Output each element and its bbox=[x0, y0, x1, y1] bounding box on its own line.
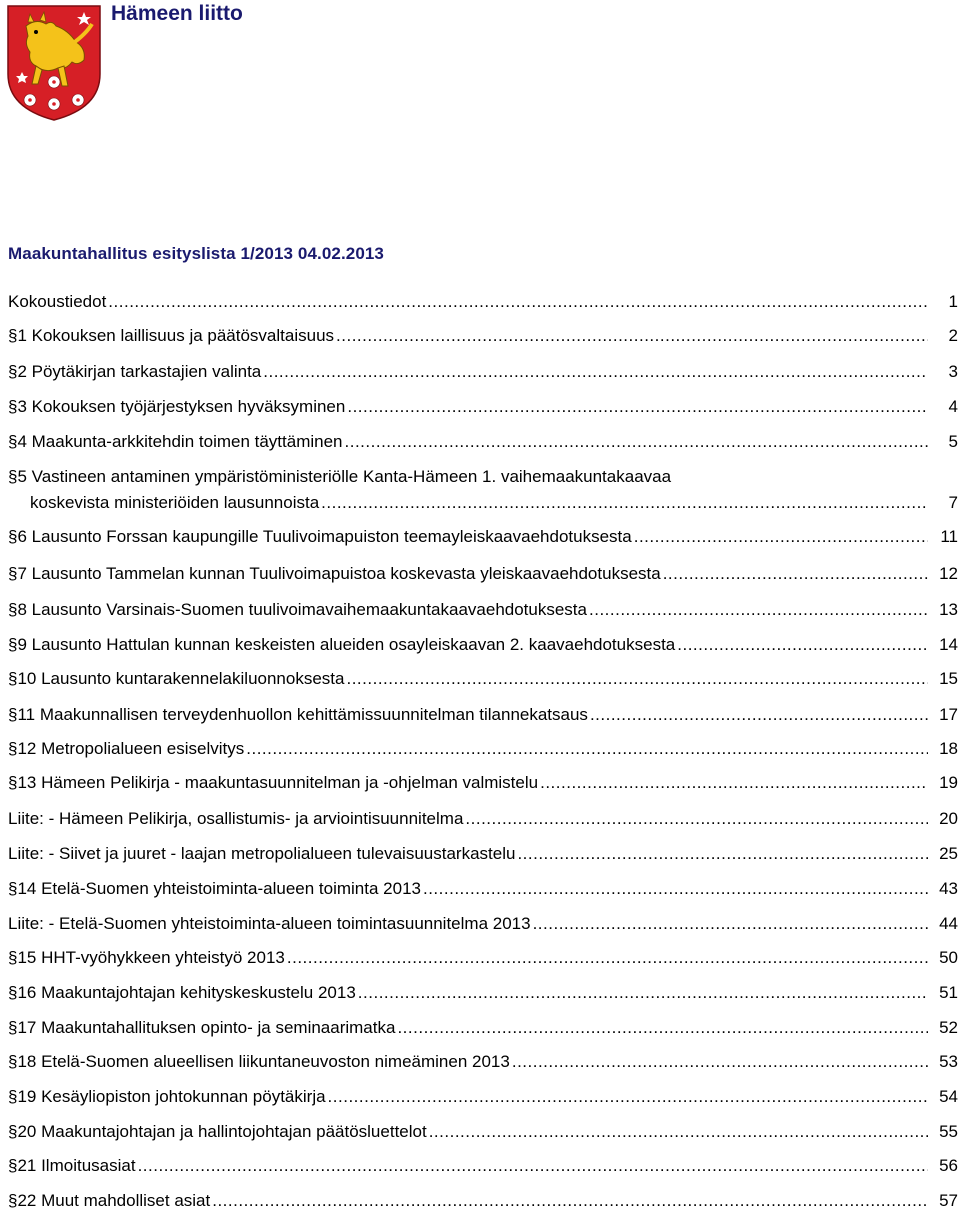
toc-page-number: 52 bbox=[939, 1018, 958, 1037]
toc-entry[interactable] bbox=[8, 1122, 958, 1152]
toc-entry[interactable] bbox=[8, 809, 958, 839]
dot-leader bbox=[677, 635, 928, 655]
dot-leader bbox=[246, 739, 928, 759]
toc-entry-title: §5 Vastineen antaminen ympäristöministeriölle Kanta-Hämeen 1. vaihemaakuntakaavaa bbox=[8, 467, 672, 486]
toc-entry[interactable] bbox=[8, 844, 958, 874]
toc-page-number: 20 bbox=[939, 809, 958, 828]
dot-leader bbox=[397, 1018, 928, 1038]
document-title: Maakuntahallitus esityslista 1/2013 04.02.2013 bbox=[8, 244, 384, 263]
toc-entry-title: §9 Lausunto Hattulan kunnan keskeisten alueiden osayleiskaavan 2. kaavaehdotuksesta bbox=[8, 635, 676, 654]
dot-leader bbox=[358, 983, 928, 1003]
dot-leader bbox=[465, 809, 928, 829]
toc-entry-title: §7 Lausunto Tammelan kunnan Tuulivoimapuistoa koskevasta yleiskaavaehdotuksesta bbox=[8, 564, 661, 583]
toc-entry-title: §18 Etelä-Suomen alueellisen liikuntaneuvoston nimeäminen 2013 bbox=[8, 1052, 510, 1071]
toc-entry-title: §13 Hämeen Pelikirja - maakuntasuunnitelman ja -ohjelman valmistelu bbox=[8, 773, 539, 792]
toc-entry[interactable] bbox=[8, 362, 958, 392]
toc-entry[interactable] bbox=[8, 948, 958, 978]
toc-entry[interactable] bbox=[8, 705, 958, 735]
toc-entry[interactable] bbox=[8, 879, 958, 909]
toc-entry[interactable] bbox=[8, 1156, 958, 1186]
toc-entry-title: §22 Muut mahdolliset asiat bbox=[8, 1191, 211, 1210]
toc-page-number: 11 bbox=[940, 527, 958, 546]
dot-leader bbox=[429, 1122, 928, 1142]
dot-leader bbox=[321, 493, 928, 513]
toc-entry[interactable] bbox=[8, 432, 958, 462]
toc-entry-title: §21 Ilmoitusasiat bbox=[8, 1156, 136, 1175]
toc-entry-title: §20 Maakuntajohtajan ja hallintojohtajan päätösluettelot bbox=[8, 1122, 427, 1141]
toc-entry[interactable] bbox=[8, 983, 958, 1013]
toc-entry[interactable] bbox=[8, 1052, 958, 1082]
toc-entry[interactable] bbox=[8, 1018, 958, 1048]
toc-page-number: 5 bbox=[948, 432, 958, 451]
dot-leader bbox=[212, 1191, 928, 1211]
toc-page-number: 43 bbox=[939, 879, 958, 898]
toc-page-number: 19 bbox=[939, 773, 958, 792]
toc-entry-title: Kokoustiedot bbox=[8, 292, 107, 311]
toc-entry-title: §19 Kesäyliopiston johtokunnan pöytäkirja bbox=[8, 1087, 326, 1106]
dot-leader bbox=[663, 564, 928, 584]
dot-leader bbox=[347, 397, 928, 417]
toc-page-number: 55 bbox=[939, 1122, 958, 1141]
toc-page-number: 4 bbox=[948, 397, 958, 416]
dot-leader bbox=[589, 600, 928, 620]
toc-entry-title: Liite: - Siivet ja juuret - laajan metropolialueen tulevaisuustarkastelu bbox=[8, 844, 516, 863]
toc-page-number: 3 bbox=[948, 362, 958, 381]
dot-leader bbox=[540, 773, 928, 793]
toc-entry-title: Liite: - Hämeen Pelikirja, osallistumis- ja arviointisuunnitelma bbox=[8, 809, 464, 828]
toc-entry[interactable] bbox=[8, 292, 958, 322]
toc-entry-title: §1 Kokouksen laillisuus ja päätösvaltaisuus bbox=[8, 326, 335, 345]
dot-leader bbox=[517, 844, 928, 864]
toc-page-number: 44 bbox=[939, 914, 958, 933]
toc-page-number: 2 bbox=[948, 326, 958, 345]
dot-leader bbox=[138, 1156, 928, 1176]
dot-leader bbox=[328, 1087, 928, 1107]
toc-page-number: 17 bbox=[939, 705, 958, 724]
toc-entry-title: §4 Maakunta-arkkitehdin toimen täyttäminen bbox=[8, 432, 343, 451]
toc-page-number: 54 bbox=[939, 1087, 958, 1106]
dot-leader bbox=[512, 1052, 928, 1072]
toc-entry[interactable] bbox=[8, 773, 958, 803]
dot-leader bbox=[287, 948, 928, 968]
toc-entry[interactable] bbox=[8, 669, 958, 699]
toc-entry[interactable] bbox=[8, 527, 958, 557]
page-header bbox=[0, 0, 960, 130]
dot-leader bbox=[108, 292, 928, 312]
toc-page-number: 12 bbox=[939, 564, 958, 583]
toc-entry[interactable] bbox=[8, 914, 958, 944]
toc-entry[interactable] bbox=[8, 326, 958, 356]
dot-leader bbox=[336, 326, 928, 346]
dot-leader bbox=[423, 879, 928, 899]
toc-entry-title: §8 Lausunto Varsinais-Suomen tuulivoimavaihemaakuntakaavaehdotuksesta bbox=[8, 600, 587, 619]
coat-of-arms-logo bbox=[6, 4, 102, 122]
toc-entry[interactable] bbox=[8, 1087, 958, 1117]
toc-entry[interactable] bbox=[8, 600, 958, 630]
toc-page-number: 15 bbox=[939, 669, 958, 688]
organization-name: Hämeen liitto bbox=[111, 2, 243, 25]
toc-page-number: 25 bbox=[939, 844, 958, 863]
toc-entry[interactable] bbox=[8, 635, 958, 665]
toc-entry[interactable] bbox=[8, 739, 958, 769]
toc-entry-title: §16 Maakuntajohtajan kehityskeskustelu 2013 bbox=[8, 983, 356, 1002]
toc-page-number: 56 bbox=[939, 1156, 958, 1175]
toc-page-number: 18 bbox=[939, 739, 958, 758]
dot-leader bbox=[263, 362, 928, 382]
dot-leader bbox=[345, 432, 928, 452]
toc-page-number: 51 bbox=[939, 983, 958, 1002]
toc-entry[interactable] bbox=[8, 564, 958, 594]
toc-page-number: 13 bbox=[939, 600, 958, 619]
toc-page-number: 7 bbox=[948, 493, 958, 512]
toc-page-number: 1 bbox=[948, 292, 958, 311]
toc-entry-title: §2 Pöytäkirjan tarkastajien valinta bbox=[8, 362, 262, 381]
toc-entry-title: §11 Maakunnallisen terveydenhuollon kehittämissuunnitelman tilannekatsaus bbox=[8, 705, 588, 724]
toc-entry-title: §6 Lausunto Forssan kaupungille Tuulivoimapuiston teemayleiskaavaehdotuksesta bbox=[8, 527, 632, 546]
toc-entry-title: §14 Etelä-Suomen yhteistoiminta-alueen toiminta 2013 bbox=[8, 879, 421, 898]
toc-page-number: 14 bbox=[939, 635, 958, 654]
toc-entry-title-continued: koskevista ministeriöiden lausunnoista bbox=[30, 493, 320, 512]
toc-entry-title: §10 Lausunto kuntarakennelakiluonnoksesta bbox=[8, 669, 345, 688]
toc-entry[interactable] bbox=[8, 467, 958, 523]
toc-entry[interactable] bbox=[8, 1191, 958, 1221]
toc-page-number: 53 bbox=[939, 1052, 958, 1071]
dot-leader bbox=[346, 669, 928, 689]
toc-entry-title: Liite: - Etelä-Suomen yhteistoiminta-alueen toimintasuunnitelma 2013 bbox=[8, 914, 531, 933]
toc-entry-title: §15 HHT-vyöhykkeen yhteistyö 2013 bbox=[8, 948, 285, 967]
dot-leader bbox=[590, 705, 928, 725]
toc-page-number: 50 bbox=[939, 948, 958, 967]
toc-entry-title: §12 Metropolialueen esiselvitys bbox=[8, 739, 245, 758]
dot-leader bbox=[634, 527, 928, 547]
toc-entry-title: §3 Kokouksen työjärjestyksen hyväksyminen bbox=[8, 397, 346, 416]
dot-leader bbox=[533, 914, 928, 934]
toc-entry-title: §17 Maakuntahallituksen opinto- ja seminaarimatka bbox=[8, 1018, 396, 1037]
toc-entry[interactable] bbox=[8, 397, 958, 427]
toc-page-number: 57 bbox=[939, 1191, 958, 1210]
